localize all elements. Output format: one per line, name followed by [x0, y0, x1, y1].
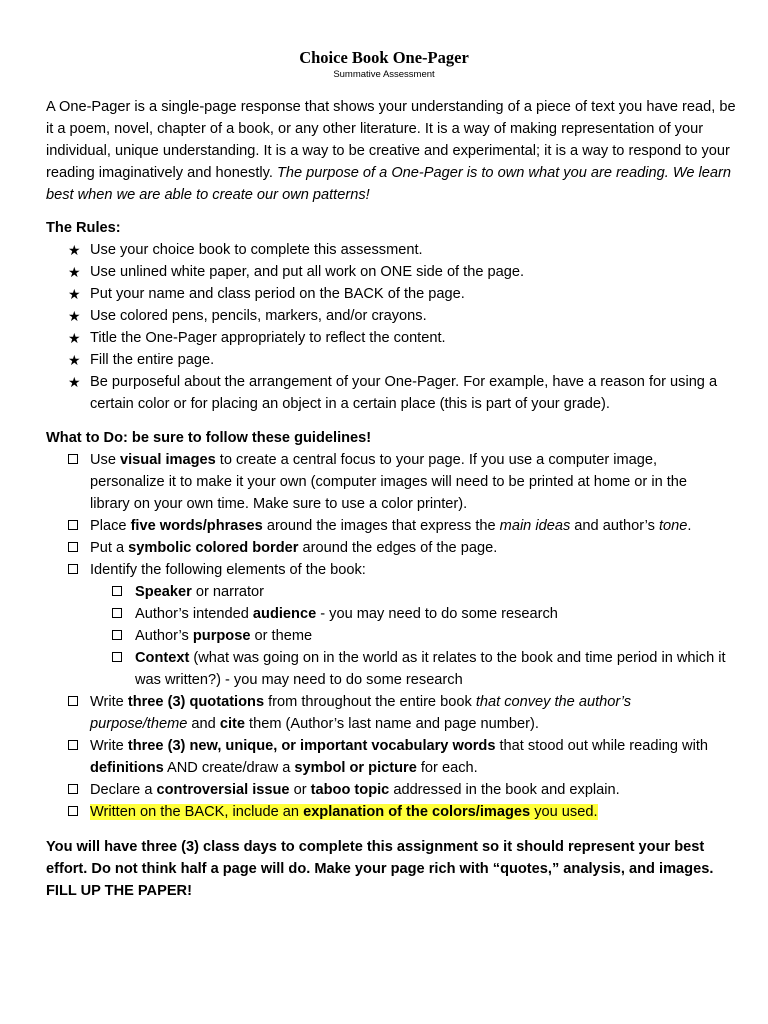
todo-item — [0, 801, 730, 823]
todo-heading: What to Do: be sure to follow these guidelines! — [46, 430, 372, 446]
todo-subitem: Author’s intended audience - you may need to do some research — [0, 603, 735, 625]
todo-item: Write three (3) new, unique, or important vocabulary words that stood out while reading with definitions AND create/draw a symbol or picture for each. — [0, 735, 730, 779]
page-title: Choice Book One-Pager — [299, 48, 469, 67]
intro-text: A One-Pager is a single-page response that shows your understanding of a piece of text you have read, be it a poem, novel, chapter of a book, or any other literature. It is a way of making representation of your individual, unique understanding. It is a way to be creative and experimental; it is a way to respond to your reading imaginatively and honestly. — [46, 99, 736, 181]
todo-list — [0, 449, 768, 823]
rules-heading: The Rules: — [46, 220, 121, 236]
highlighted-text: Written on the BACK, include an explanation of the colors/images you used. — [90, 804, 598, 820]
todo-item: Write three (3) quotations from throughout the entire book that convey the author’s purpose/theme and cite them (Author’s last name and page number). — [0, 691, 730, 735]
rule-item: ★ Be purposeful about the arrangement of your One-Pager. For example, have a reason for using a certain color or for placing an object in a certain place (this is part of your grade). — [0, 371, 730, 415]
checkbox-icon — [112, 630, 122, 640]
checkbox-icon — [112, 586, 122, 596]
star-icon: ★ — [68, 330, 81, 346]
star-icon: ★ — [68, 242, 81, 258]
star-icon: ★ — [68, 352, 81, 368]
rules-list — [0, 239, 768, 415]
star-icon: ★ — [68, 286, 81, 302]
checkbox-icon — [112, 652, 122, 662]
checkbox-icon — [68, 520, 78, 530]
star-icon: ★ — [68, 374, 81, 390]
checkbox-icon — [68, 806, 78, 816]
page-subtitle: Summative Assessment — [333, 69, 435, 80]
closing-paragraph: You will have three (3) class days to complete this assignment so it should represent your best effort. Do not think half a page will do. Make your page rich with “quotes,” analysis, and images. FILL UP THE PAPER! — [46, 839, 714, 899]
rule-item: ★ Put your name and class period on the BACK of the page. — [0, 283, 730, 305]
rule-item: ★ Use colored pens, pencils, markers, and/or crayons. — [0, 305, 730, 327]
todo-subitem: Context (what was going on in the world as it relates to the book and time period in which it was written?) - you may need to do some research — [0, 647, 735, 691]
checkbox-icon — [68, 696, 78, 706]
checkbox-icon — [68, 542, 78, 552]
todo-item: Put a symbolic colored border around the edges of the page. — [0, 537, 730, 559]
todo-item: Declare a controversial issue or taboo topic addressed in the book and explain. — [0, 779, 730, 801]
checkbox-icon — [68, 784, 78, 794]
star-icon: ★ — [68, 264, 81, 280]
intro-italic: The purpose of a One-Pager is to own what you are reading. We learn best when we are able to create our own patterns! — [46, 165, 731, 203]
star-icon: ★ — [68, 308, 81, 324]
todo-item: Use visual images to create a central focus to your page. If you use a computer image, personalize it to make it your own (computer images will need to be printed at home or in the library on your own time. Make sure to use a color printer). — [0, 449, 730, 515]
checkbox-icon — [112, 608, 122, 618]
todo-item: Place five words/phrases around the images that express the main ideas and author’s tone. — [0, 515, 730, 537]
checkbox-icon — [68, 454, 78, 464]
rule-item: ★ Use your choice book to complete this assessment. — [0, 239, 730, 261]
checkbox-icon — [68, 564, 78, 574]
todo-subitem: Speaker or narrator — [0, 581, 735, 603]
checkbox-icon — [68, 740, 78, 750]
rule-item: ★ Fill the entire page. — [0, 349, 730, 371]
rule-item: ★ Use unlined white paper, and put all work on ONE side of the page. — [0, 261, 730, 283]
todo-item: Identify the following elements of the book: — [0, 559, 730, 581]
intro-paragraph — [46, 96, 736, 206]
todo-subitem: Author’s purpose or theme — [0, 625, 735, 647]
rule-item: ★ Title the One-Pager appropriately to reflect the content. — [0, 327, 730, 349]
